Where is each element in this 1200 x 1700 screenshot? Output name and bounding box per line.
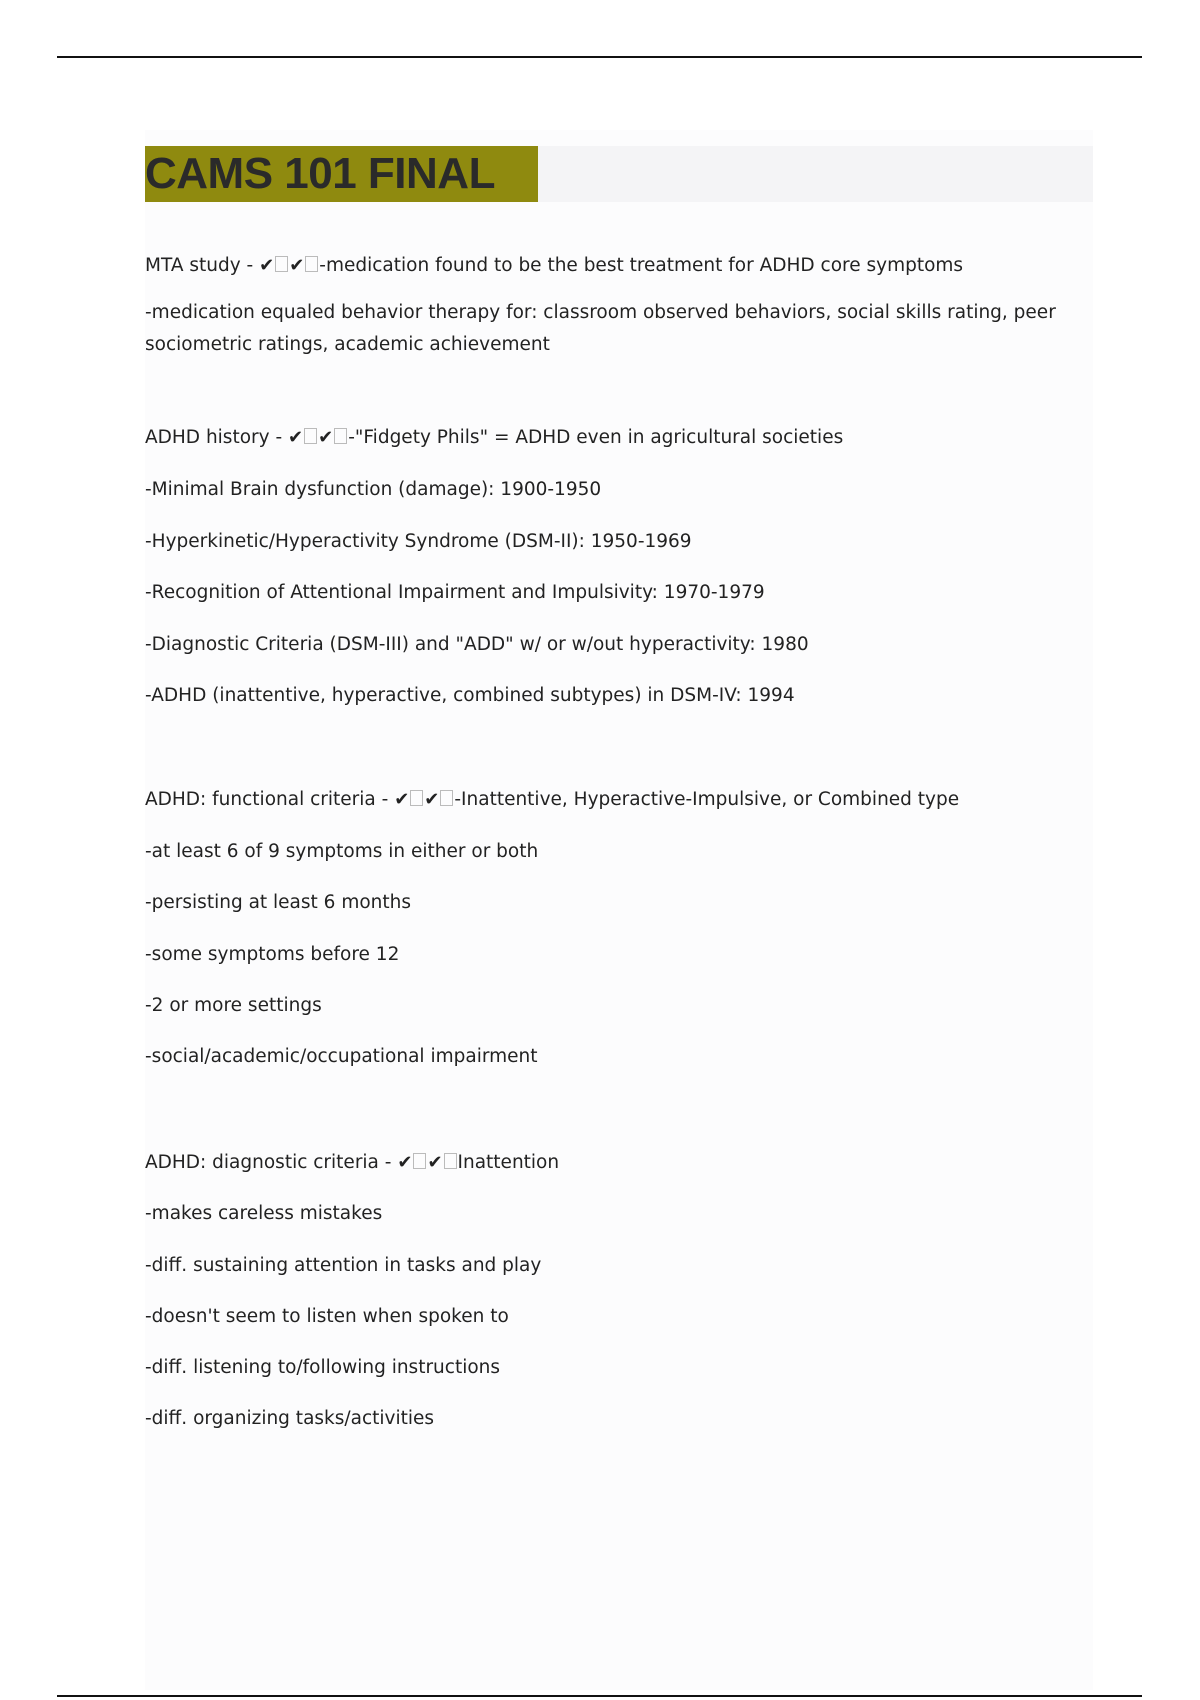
card-detail-line: -some symptoms before 12 bbox=[145, 944, 400, 965]
card-term-line: ADHD: functional criteria - ✔ ✔ -Inattentive, Hyperactive-Impulsive, or Combined type bbox=[145, 789, 960, 810]
top-rule bbox=[57, 56, 1142, 58]
card-detail-line: -ADHD (inattentive, hyperactive, combined subtypes) in DSM-IV: 1994 bbox=[145, 685, 795, 706]
card-term: ADHD history bbox=[145, 427, 270, 448]
card-detail-line: -Recognition of Attentional Impairment and Impulsivity: 1970-1979 bbox=[145, 582, 765, 603]
check-icon: ✔ bbox=[394, 789, 410, 810]
check-icon: ✔ bbox=[424, 789, 440, 810]
card-term: MTA study bbox=[145, 255, 241, 276]
card-detail-line: -diff. listening to/following instructions bbox=[145, 1357, 501, 1378]
card-term-line: ADHD history - ✔ ✔ -"Fidgety Phils" = ADHD even in agricultural societies bbox=[145, 427, 844, 448]
page-title: CAMS 101 FINAL bbox=[145, 146, 538, 202]
card-detail-line: -medication equaled behavior therapy for: classroom observed behaviors, social skills rating, peer sociometric ratings, academic achievement bbox=[145, 302, 1056, 355]
box-icon bbox=[413, 1153, 426, 1169]
box-icon bbox=[444, 1153, 457, 1169]
check-icon: ✔ bbox=[427, 1152, 443, 1173]
card-term-line: MTA study - ✔ ✔ -medication found to be the best treatment for ADHD core symptoms bbox=[145, 255, 964, 276]
card-detail-line: -Minimal Brain dysfunction (damage): 1900-1950 bbox=[145, 479, 602, 500]
card-detail-line: -persisting at least 6 months bbox=[145, 892, 412, 913]
card-detail-line: -diff. sustaining attention in tasks and play bbox=[145, 1255, 542, 1276]
box-icon bbox=[410, 790, 423, 806]
card-detail-line: -diff. organizing tasks/activities bbox=[145, 1408, 435, 1429]
card-detail-line: -at least 6 of 9 symptoms in either or both bbox=[145, 841, 539, 862]
page-content bbox=[145, 130, 1093, 1690]
card-detail-line: -doesn't seem to listen when spoken to bbox=[145, 1306, 509, 1327]
box-icon bbox=[440, 790, 453, 806]
check-icon: ✔ bbox=[397, 1152, 413, 1173]
check-icon: ✔ bbox=[289, 255, 305, 276]
card-detail-line: -2 or more settings bbox=[145, 995, 322, 1016]
bottom-rule bbox=[57, 1695, 1142, 1697]
card-detail-line: -makes careless mistakes bbox=[145, 1203, 383, 1224]
card-detail-line: -Diagnostic Criteria (DSM-III) and "ADD" w/ or w/out hyperactivity: 1980 bbox=[145, 634, 809, 655]
card-definition: -medication found to be the best treatment for ADHD core symptoms bbox=[319, 255, 964, 276]
check-icon: ✔ bbox=[288, 427, 304, 448]
card-definition: Inattention bbox=[457, 1152, 560, 1173]
card-term: ADHD: diagnostic criteria bbox=[145, 1152, 379, 1173]
card-detail-line: -Hyperkinetic/Hyperactivity Syndrome (DSM-II): 1950-1969 bbox=[145, 531, 692, 552]
card-definition: -Inattentive, Hyperactive-Impulsive, or Combined type bbox=[454, 789, 960, 810]
box-icon bbox=[275, 256, 288, 272]
card-term: ADHD: functional criteria bbox=[145, 789, 376, 810]
card-term-line: ADHD: diagnostic criteria - ✔ ✔ Inattention bbox=[145, 1152, 560, 1173]
check-icon: ✔ bbox=[259, 255, 275, 276]
check-icon: ✔ bbox=[318, 427, 334, 448]
card-definition: -"Fidgety Phils" = ADHD even in agricultural societies bbox=[348, 427, 844, 448]
box-icon bbox=[305, 256, 318, 272]
card-detail-line: -social/academic/occupational impairment bbox=[145, 1046, 538, 1067]
box-icon bbox=[334, 428, 347, 444]
box-icon bbox=[304, 428, 317, 444]
